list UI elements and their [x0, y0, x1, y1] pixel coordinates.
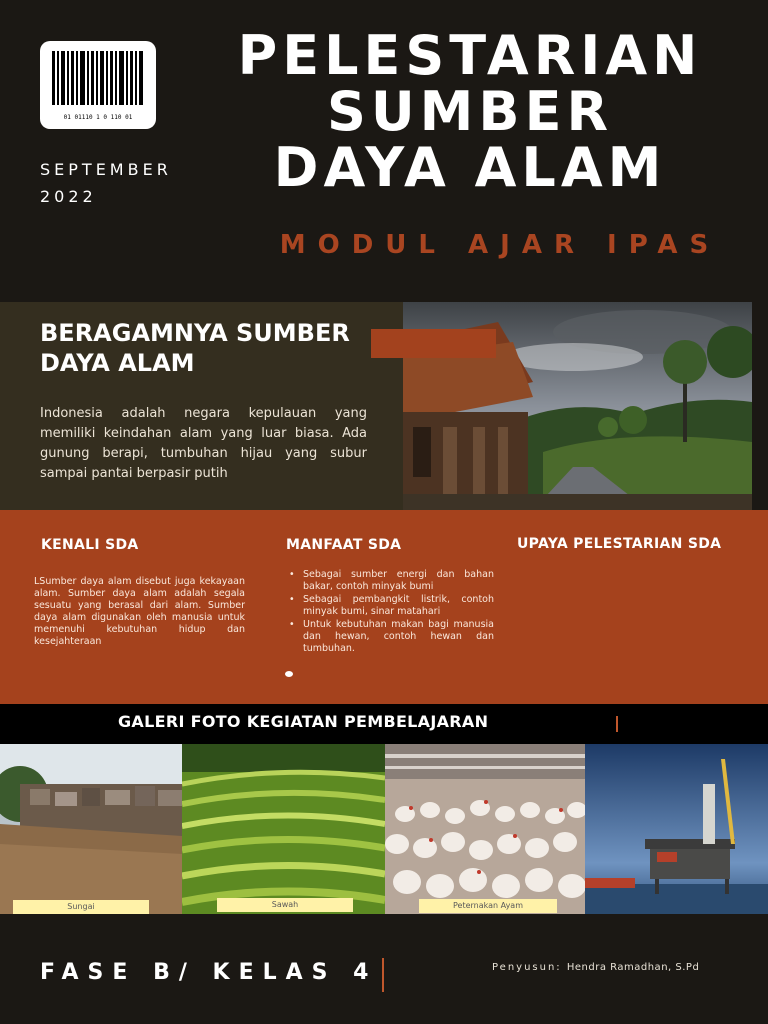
list-item: • Sebagai sumber energi dan bahan bakar, contoh minyak bumi	[287, 569, 494, 593]
gallery-photos	[0, 744, 768, 914]
caption-sungai: Sungai	[13, 900, 149, 914]
caption-sawah: Sawah	[217, 898, 353, 912]
intro-heading: BERAGAMNYA SUMBER DAYA ALAM	[40, 319, 350, 377]
col2-list	[287, 569, 494, 656]
barcode-logo	[40, 41, 156, 129]
text-cursor	[382, 958, 384, 992]
author-label: Penyusun:	[492, 962, 562, 973]
barcode-icon	[48, 47, 148, 109]
issue-year: 2022	[40, 187, 97, 206]
page-subtitle: MODUL AJAR IPAS	[279, 230, 721, 260]
barcode-digits: 01 01110 1 0 110 01	[63, 114, 133, 121]
poultry-photo	[385, 744, 585, 914]
page-title	[210, 24, 730, 199]
title-line-1: PELESTARIAN	[237, 24, 703, 87]
accent-bar	[371, 329, 496, 358]
col3-heading: UPAYA PELESTARIAN SDA	[517, 536, 722, 552]
author-credit	[492, 962, 699, 973]
intro-body: Indonesia adalah negara kepulauan yang memiliki keindahan alam yang luar biasa. Ada gunung berapi, tumbuhan hijau yang subur sampai pantai berpasir putih	[40, 406, 367, 481]
title-line-2: SUMBER	[326, 80, 614, 143]
col1-text: LSumber daya alam disebut juga kekayaan alam. Sumber daya alam adalah segala sesuatu yang berasal dari alam. Sumber daya alam digunakan oleh manusia untuk memenuhi kebutuhan hidup dan kesejahteraan	[34, 576, 245, 647]
oilrig-photo	[585, 744, 768, 914]
col2-heading: MANFAAT SDA	[286, 537, 402, 553]
list-item: • Untuk kebutuhan makan bagi manusia dan hewan, contoh hewan dan tumbuhan.	[287, 619, 494, 655]
issue-month: SEPTEMBER	[40, 160, 172, 179]
phase-label: FASE B/ KELAS 4	[40, 960, 378, 985]
gallery-title: GALERI FOTO KEGIATAN PEMBELAJARAN	[118, 712, 489, 731]
issue-date	[40, 156, 172, 210]
col1-heading: KENALI SDA	[41, 537, 139, 553]
caption-peternakan: Peternakan Ayam	[419, 899, 557, 913]
ricefield-photo	[182, 744, 385, 914]
author-name: Hendra Ramadhan, S.Pd	[566, 962, 700, 973]
gallery-marker	[616, 716, 618, 732]
bullet-dot	[285, 671, 293, 677]
river-photo	[0, 744, 182, 914]
list-item: • Sebagai pembangkit listrik, contoh minyak bumi, sinar matahari	[287, 594, 494, 618]
title-line-3: DAYA ALAM	[273, 136, 667, 199]
